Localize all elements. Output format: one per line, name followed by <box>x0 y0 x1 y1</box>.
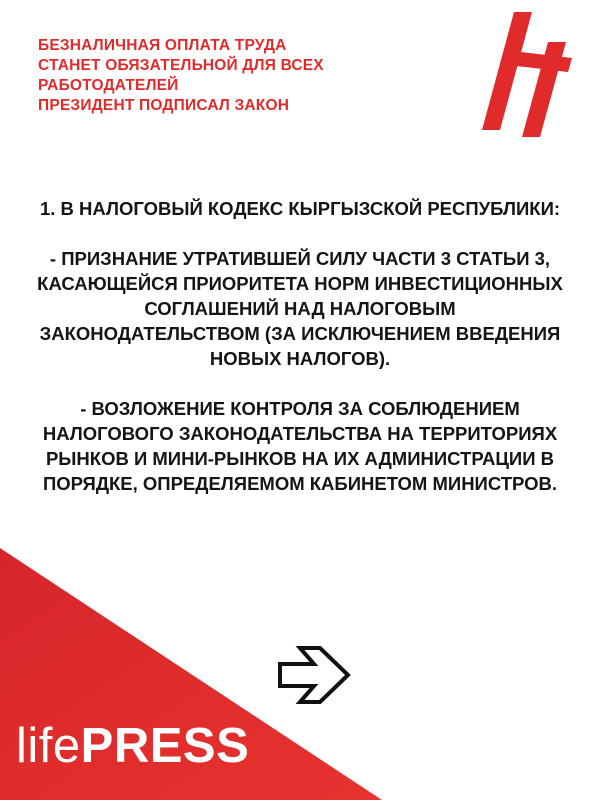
right-arrow-icon <box>272 640 352 710</box>
brand-logo <box>16 718 249 774</box>
headline-line-1: БЕЗНАЛИЧНАЯ ОПЛАТА ТРУДА <box>38 37 287 54</box>
paragraph-1 <box>12 196 588 221</box>
paragraph-2-line-3: СОГЛАШЕНИЙ НАД НАЛОГОВЫМ <box>144 298 456 319</box>
paragraph-1-line-1: 1. В НАЛОГОВЫЙ КОДЕКС КЫРГЫЗСКОЙ РЕСПУБЛИКИ: <box>39 198 561 219</box>
paragraph-2-line-1: - ПРИЗНАНИЕ УТРАТИВШЕЙ СИЛУ ЧАСТИ 3 СТАТЬИ 3, <box>49 248 551 269</box>
paragraph-3-line-3: РЫНКОВ И МИНИ-РЫНКОВ НА ИХ АДМИНИСТРАЦИИ В <box>45 448 555 469</box>
paragraph-2 <box>12 246 588 371</box>
brand-logo-prefix: life <box>16 719 81 773</box>
article-body <box>12 196 588 521</box>
headline-line-3: РАБОТОДАТЕЛЕЙ <box>38 77 179 94</box>
paragraph-2-line-4: ЗАКОНОДАТЕЛЬСТВОМ (ЗА ИСКЛЮЧЕНИЕМ ВВЕДЕНИЯ <box>39 323 561 344</box>
paragraph-3-line-1: - ВОЗЛОЖЕНИЕ КОНТРОЛЯ ЗА СОБЛЮДЕНИЕМ <box>80 398 520 419</box>
paragraph-2-line-2: КАСАЮЩЕЙСЯ ПРИОРИТЕТА НОРМ ИНВЕСТИЦИОННЫХ <box>37 273 563 294</box>
lifepress-logo-mark-icon <box>482 12 572 137</box>
brand-logo-suffix: PRESS <box>80 719 250 773</box>
headline-line-4: ПРЕЗИДЕНТ ПОДПИСАЛ ЗАКОН <box>38 97 290 114</box>
paragraph-3 <box>12 396 588 496</box>
paragraph-3-line-2: НАЛОГОВОГО ЗАКОНОДАТЕЛЬСТВА НА ТЕРРИТОРИЯХ <box>42 423 558 444</box>
headline <box>38 36 438 116</box>
paragraph-3-line-4: ПОРЯДКЕ, ОПРЕДЕЛЯЕМОМ КАБИНЕТОМ МИНИСТРОВ. <box>42 473 558 494</box>
paragraph-2-line-5: НОВЫХ НАЛОГОВ). <box>209 348 391 369</box>
headline-line-2: СТАНЕТ ОБЯЗАТЕЛЬНОЙ ДЛЯ ВСЕХ <box>38 57 324 74</box>
